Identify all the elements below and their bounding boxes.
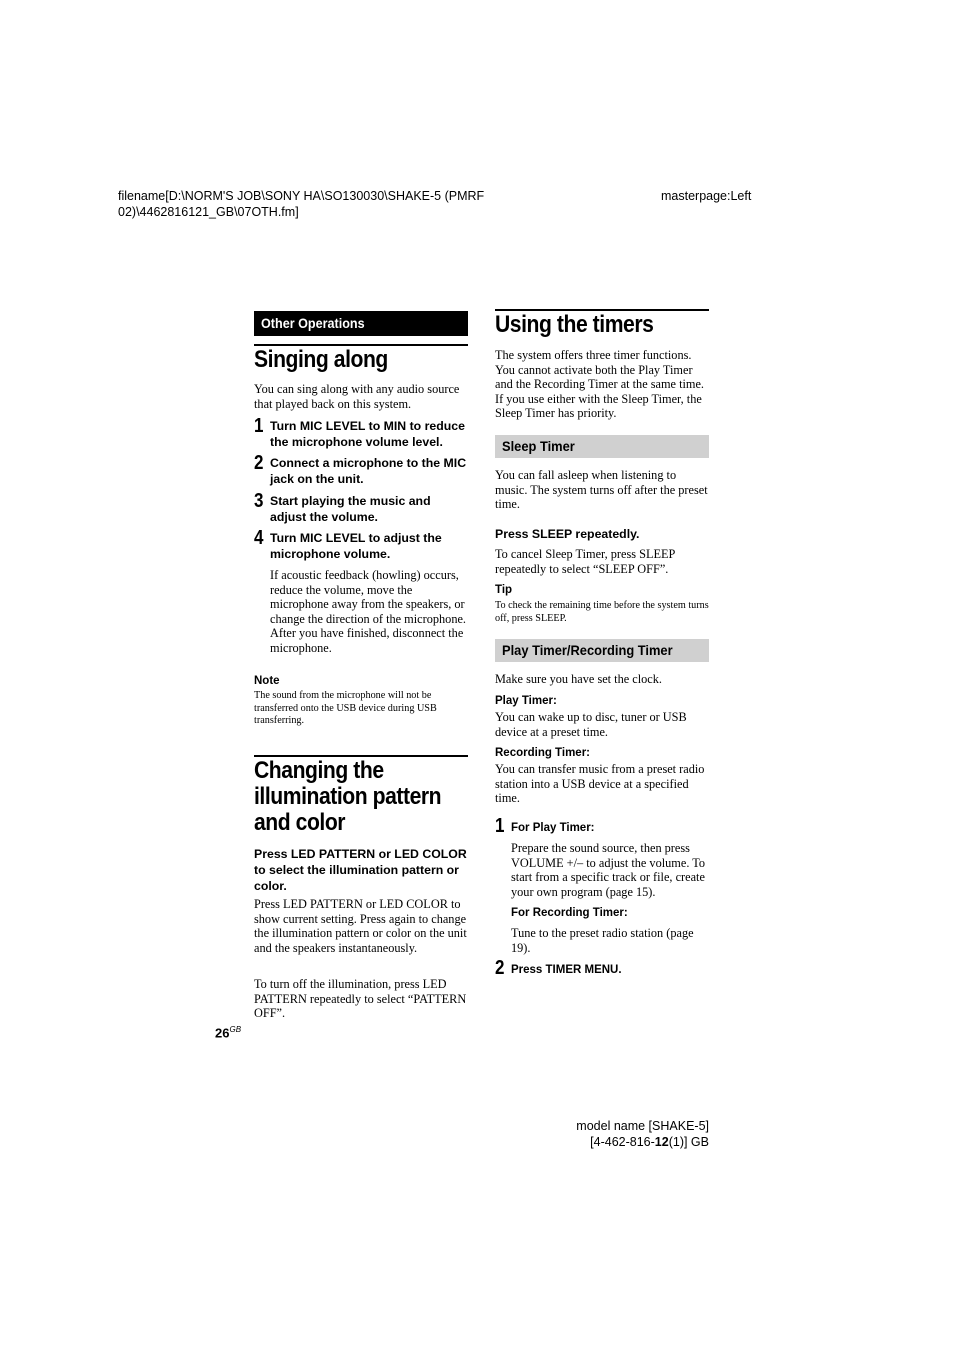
singing-steps: [254, 416, 470, 564]
timer-step-1-play-text: Prepare the sound source, then press VOLUME +/– to adjust the volume. To start from a specific track or file, create your own program (page 15).: [511, 841, 706, 899]
illumination-para-1: Press LED PATTERN or LED COLOR to show current setting. Press again to change the illumination pattern or color on the unit and the speakers instantaneously.: [254, 897, 467, 955]
step4-detail: [270, 568, 468, 656]
play-recording-timer-heading: [495, 639, 709, 662]
step-text: For Play Timer:: [511, 822, 595, 834]
singing-step-3: [254, 491, 470, 528]
filename-line-1: filename[D:\NORM'S JOB\SONY HA\SO130030\SHAKE-5 (PMRF: [118, 189, 485, 203]
step-text: Start playing the music and adjust the volume.: [270, 494, 431, 524]
tip-text: To check the remaining time before the system turns off, press SLEEP.: [495, 600, 709, 624]
masterpage-label: masterpage:Left: [661, 189, 752, 203]
clock-text: Make sure you have set the clock.: [495, 672, 662, 686]
illumination-para-2: To turn off the illumination, press LED PATTERN repeatedly to select “PATTERN OFF”.: [254, 977, 467, 1021]
timer-step-1-recording-text: Tune to the preset radio station (page 19).: [511, 926, 694, 955]
singing-step-2: [254, 453, 470, 491]
section-label-text: Other Operations: [261, 315, 365, 331]
step4-detail-feedback: If acoustic feedback (howling) occurs, reduce the volume, move the microphone away from the speakers, or change the direction of the microphone.: [270, 568, 466, 626]
timer-step-1-recording-label: For Recording Timer:: [511, 907, 628, 919]
play-recording-timer-heading-text: Play Timer/Recording Timer: [502, 642, 673, 658]
tip-label: Tip: [495, 584, 513, 596]
singing-intro: You can sing along with any audio source that played back on this system.: [254, 382, 460, 411]
footer-code: [4-462-816-12(1)] GB: [590, 1135, 709, 1149]
step-number: 3: [254, 490, 264, 512]
sleep-text: You can fall asleep when listening to music. The system turns off after the preset time.: [495, 468, 708, 512]
file-header: [118, 188, 538, 220]
sleep-cancel-text: To cancel Sleep Timer, press SLEEP repeatedly to select “SLEEP OFF”.: [495, 547, 675, 576]
step-text: Turn MIC LEVEL to adjust the microphone volume.: [270, 531, 442, 561]
singing-step-1: [254, 416, 470, 453]
note-text: The sound from the microphone will not be transferred onto the USB device during USB transferring.: [254, 690, 437, 726]
footer-model: [540, 1118, 709, 1150]
page-number-suffix: GB: [229, 1025, 242, 1034]
timer-step-2: [495, 958, 709, 979]
timers-intro: The system offers three timer functions. You cannot activate both the Play Timer and the Recording Timer at the same time. If you use either with the Sleep Timer, the Sleep Timer has priority.: [495, 348, 705, 421]
heading-using-timers: Using the timers: [495, 311, 654, 338]
illumination-instruction: Press LED PATTERN or LED COLOR to select the illumination pattern or color.: [254, 847, 467, 893]
timer-step-1: [495, 816, 709, 837]
sleep-timer-heading: [495, 435, 709, 458]
step-text: Connect a microphone to the MIC jack on the unit.: [270, 456, 467, 486]
step-number: 1: [254, 415, 264, 437]
step-number: 2: [254, 452, 264, 474]
step-text: Turn MIC LEVEL to MIN to reduce the microphone volume level.: [270, 419, 465, 449]
recording-timer-text: You can transfer music from a preset radio station into a USB device at a specified time.: [495, 762, 705, 806]
section-label: [254, 311, 468, 336]
play-timer-text: You can wake up to disc, tuner or USB device at a preset time.: [495, 710, 687, 739]
step-number: 4: [254, 527, 264, 549]
note-label: Note: [254, 675, 280, 687]
filename-line-2: 02)\4462816121_GB\07OTH.fm]: [118, 205, 299, 219]
singing-step-4: [254, 528, 470, 564]
step-number: 2: [495, 957, 505, 979]
step4-detail-disconnect: After you have finished, disconnect the microphone.: [270, 626, 464, 655]
heading-singing-along: Singing along: [254, 346, 388, 373]
sleep-timer-heading-text: Sleep Timer: [502, 438, 575, 454]
recording-timer-label: Recording Timer:: [495, 747, 590, 759]
page-number: [215, 1025, 241, 1040]
footer-model-name: model name [SHAKE-5]: [576, 1119, 709, 1133]
play-timer-label: Play Timer:: [495, 695, 557, 707]
step-text: Press TIMER MENU.: [511, 964, 622, 976]
heading-illumination: Changing the illumination pattern and color: [254, 757, 442, 836]
step-number: 1: [495, 815, 505, 837]
sleep-instruction: Press SLEEP repeatedly.: [495, 527, 640, 541]
page-number-value: 26: [215, 1025, 230, 1041]
